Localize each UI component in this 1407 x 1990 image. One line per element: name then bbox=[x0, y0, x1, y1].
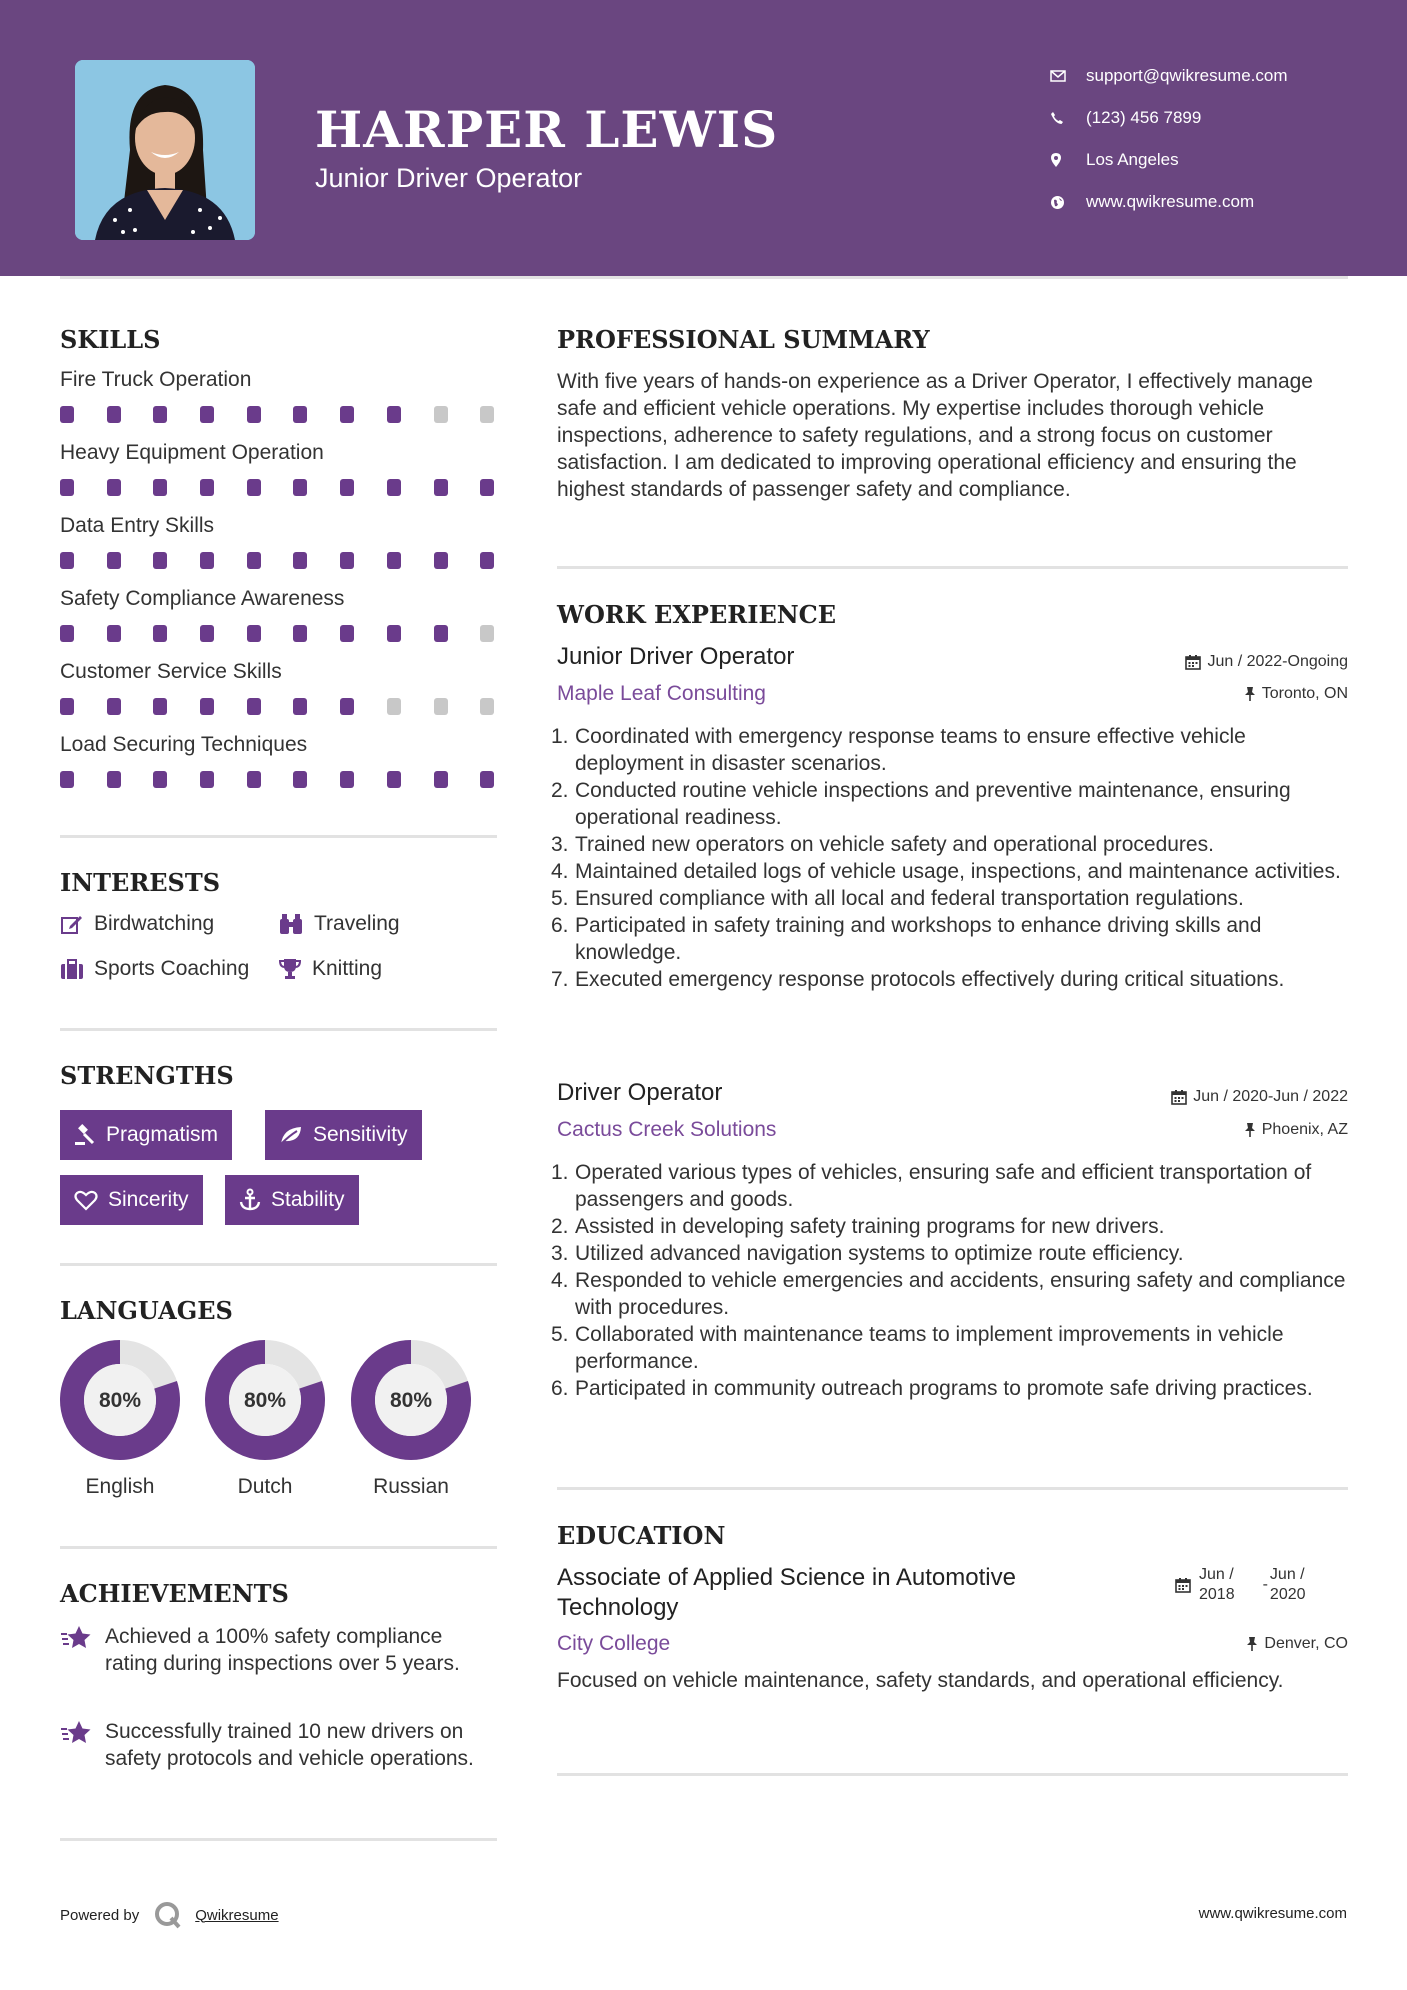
bullet-text: Operated various types of vehicles, ensuring safe and efficient transportation of passengers and goods. bbox=[575, 1161, 1312, 1211]
rating-dot bbox=[434, 406, 448, 423]
language-donut bbox=[351, 1340, 471, 1460]
profile-photo bbox=[75, 60, 255, 240]
bullet-number: 1. bbox=[551, 1161, 569, 1184]
qwikresume-link[interactable]: Qwikresume bbox=[195, 1906, 279, 1924]
job-bullet bbox=[551, 912, 1350, 966]
contact-list bbox=[1050, 55, 1288, 223]
star-icon bbox=[60, 1718, 105, 1772]
education-divider bbox=[557, 1773, 1348, 1776]
rating-dot bbox=[247, 406, 261, 423]
job-bullets bbox=[551, 723, 1350, 993]
rating-dot bbox=[247, 479, 261, 496]
bullet-number: 5. bbox=[551, 887, 569, 910]
calendar-icon bbox=[1185, 654, 1201, 670]
job-bullet bbox=[551, 1213, 1350, 1240]
rating-dot bbox=[60, 625, 74, 642]
company-name: Maple Leaf Consulting bbox=[557, 682, 766, 705]
rating-dot bbox=[153, 771, 167, 788]
heart-icon bbox=[74, 1189, 98, 1211]
contact-location bbox=[1050, 139, 1288, 181]
qwikresume-logo-icon bbox=[153, 1900, 183, 1930]
calendar-icon bbox=[1175, 1565, 1191, 1605]
strength-sensitivity: Sensitivity bbox=[265, 1110, 422, 1160]
envelope-icon bbox=[1050, 70, 1086, 82]
job-dates: Jun / 2022-Ongoing bbox=[1185, 653, 1348, 671]
rating-dot bbox=[340, 479, 354, 496]
bullet-number: 3. bbox=[551, 833, 569, 856]
donut-percent-label: 80% bbox=[243, 1389, 287, 1412]
skill-rating bbox=[60, 552, 527, 569]
pushpin-icon bbox=[1244, 1122, 1256, 1138]
job-bullet bbox=[551, 1321, 1350, 1375]
job-dates: Jun / 2020-Jun / 2022 bbox=[1171, 1088, 1348, 1106]
skill-name: Customer Service Skills bbox=[60, 660, 282, 683]
rating-dot bbox=[200, 771, 214, 788]
achievement-item: Achieved a 100% safety compliance rating during inspections over 5 years. bbox=[60, 1623, 490, 1677]
rating-dot bbox=[387, 479, 401, 496]
rating-dot bbox=[107, 698, 121, 715]
rating-dot bbox=[153, 625, 167, 642]
contact-email[interactable] bbox=[1050, 55, 1288, 97]
bullet-text: Ensured compliance with all local and federal transportation regulations. bbox=[575, 887, 1244, 910]
rating-dot bbox=[387, 698, 401, 715]
job-bullet bbox=[551, 723, 1350, 777]
education-location: Denver, CO bbox=[1246, 1635, 1348, 1653]
interests-divider bbox=[60, 1028, 497, 1031]
donut-percent-label: 80% bbox=[389, 1389, 433, 1412]
rating-dot bbox=[480, 698, 494, 715]
rating-dot bbox=[107, 552, 121, 569]
bullet-text: Responded to vehicle emergencies and accidents, ensuring safety and compliance with procedures. bbox=[575, 1269, 1346, 1319]
rating-dot bbox=[434, 771, 448, 788]
rating-dot bbox=[107, 406, 121, 423]
rating-dot bbox=[200, 625, 214, 642]
company-name: Cactus Creek Solutions bbox=[557, 1118, 777, 1141]
bullet-number: 7. bbox=[551, 968, 569, 991]
rating-dot bbox=[340, 625, 354, 642]
globe-icon bbox=[1050, 195, 1086, 210]
rating-dot bbox=[107, 479, 121, 496]
skill-name: Fire Truck Operation bbox=[60, 368, 252, 391]
strengths-divider bbox=[60, 1263, 497, 1266]
rating-dot bbox=[60, 479, 74, 496]
contact-website-text: www.qwikresume.com bbox=[1086, 192, 1255, 211]
contact-website[interactable] bbox=[1050, 181, 1288, 223]
rating-dot bbox=[247, 771, 261, 788]
bullet-text: Utilized advanced navigation systems to optimize route efficiency. bbox=[575, 1242, 1184, 1265]
phone-icon bbox=[1050, 111, 1086, 125]
rating-dot bbox=[200, 552, 214, 569]
contact-phone-text: (123) 456 7899 bbox=[1086, 108, 1202, 127]
summary-divider bbox=[557, 566, 1348, 569]
language-donut bbox=[60, 1340, 180, 1460]
rating-dot bbox=[434, 625, 448, 642]
bullet-number: 3. bbox=[551, 1242, 569, 1265]
rating-dot bbox=[387, 771, 401, 788]
interest-traveling: Traveling bbox=[278, 912, 400, 936]
bullet-text: Participated in community outreach programs to promote safe driving practices. bbox=[575, 1377, 1313, 1400]
rating-dot bbox=[293, 698, 307, 715]
rating-dot bbox=[200, 479, 214, 496]
rating-dot bbox=[480, 625, 494, 642]
rating-dot bbox=[434, 552, 448, 569]
calendar-icon bbox=[1171, 1089, 1187, 1105]
rating-dot bbox=[340, 406, 354, 423]
bullet-text: Trained new operators on vehicle safety and operational procedures. bbox=[575, 833, 1214, 856]
interest-birdwatching: Birdwatching bbox=[60, 912, 214, 936]
bullet-number: 2. bbox=[551, 1215, 569, 1238]
rating-dot bbox=[60, 771, 74, 788]
anchor-icon bbox=[239, 1188, 261, 1212]
languages-title: LANGUAGES bbox=[60, 1296, 233, 1325]
job-location: Toronto, ON bbox=[1244, 685, 1348, 703]
rating-dot bbox=[480, 479, 494, 496]
rating-dot bbox=[60, 552, 74, 569]
candidate-role: Junior Driver Operator bbox=[315, 163, 583, 193]
bullet-text: Assisted in developing safety training programs for new drivers. bbox=[575, 1215, 1165, 1238]
rating-dot bbox=[200, 698, 214, 715]
rating-dot bbox=[480, 406, 494, 423]
rating-dot bbox=[340, 771, 354, 788]
bullet-text: Collaborated with maintenance teams to implement improvements in vehicle performance. bbox=[575, 1323, 1284, 1373]
rating-dot bbox=[387, 406, 401, 423]
rating-dot bbox=[107, 625, 121, 642]
bullet-number: 4. bbox=[551, 860, 569, 883]
rating-dot bbox=[247, 698, 261, 715]
star-icon bbox=[60, 1623, 105, 1677]
rating-dot bbox=[293, 479, 307, 496]
bullet-number: 4. bbox=[551, 1269, 569, 1292]
footer-website[interactable]: www.qwikresume.com bbox=[1198, 1905, 1347, 1922]
achievements-divider bbox=[60, 1838, 497, 1841]
job-bullet bbox=[551, 858, 1350, 885]
interest-sports-coaching: Sports Coaching bbox=[60, 957, 249, 981]
bullet-number: 5. bbox=[551, 1323, 569, 1346]
rating-dot bbox=[293, 771, 307, 788]
rating-dot bbox=[387, 625, 401, 642]
footer-powered-by: Powered by Qwikresume bbox=[60, 1900, 279, 1930]
leaf-icon bbox=[279, 1124, 303, 1146]
job-title: Junior Driver Operator bbox=[557, 643, 795, 670]
rating-dot bbox=[60, 406, 74, 423]
donut-percent-label: 80% bbox=[98, 1389, 142, 1412]
bullet-number: 6. bbox=[551, 914, 569, 937]
job-bullet bbox=[551, 831, 1350, 858]
skill-name: Data Entry Skills bbox=[60, 514, 215, 537]
education-text: Focused on vehicle maintenance, safety standards, and operational efficiency. bbox=[557, 1669, 1284, 1692]
rating-dot bbox=[340, 552, 354, 569]
briefcase-icon bbox=[60, 958, 84, 980]
rating-dot bbox=[434, 479, 448, 496]
bullet-text: Conducted routine vehicle inspections and preventive maintenance, ensuring operational readiness. bbox=[575, 779, 1291, 829]
skill-name: Load Securing Techniques bbox=[60, 733, 308, 756]
pushpin-icon bbox=[1246, 1636, 1258, 1652]
bullet-text: Participated in safety training and workshops to enhance driving skills and knowledge. bbox=[575, 914, 1262, 964]
edit-icon bbox=[60, 913, 84, 935]
degree-title: Associate of Applied Science in Automotive Technology bbox=[557, 1564, 1016, 1621]
job-bullet bbox=[551, 885, 1350, 912]
bullet-number: 2. bbox=[551, 779, 569, 802]
rating-dot bbox=[340, 698, 354, 715]
pushpin-icon bbox=[1244, 686, 1256, 702]
school-name: City College bbox=[557, 1632, 671, 1655]
education-title: EDUCATION bbox=[557, 1521, 726, 1550]
job-bullet bbox=[551, 1159, 1350, 1213]
trophy-icon bbox=[278, 958, 302, 980]
rating-dot bbox=[153, 698, 167, 715]
rating-dot bbox=[60, 698, 74, 715]
skill-rating bbox=[60, 406, 527, 423]
skill-rating bbox=[60, 479, 527, 496]
education-dates: Jun / 2018 - Jun / 2020 bbox=[1175, 1565, 1306, 1605]
bullet-text: Coordinated with emergency response teams to ensure effective vehicle deployment in disaster scenarios. bbox=[575, 725, 1246, 775]
rating-dot bbox=[293, 625, 307, 642]
skill-rating bbox=[60, 771, 527, 788]
map-pin-icon bbox=[1050, 152, 1086, 168]
achievements-title: ACHIEVEMENTS bbox=[60, 1579, 289, 1608]
contact-location-text: Los Angeles bbox=[1086, 150, 1179, 169]
rating-dot bbox=[293, 552, 307, 569]
strength-pragmatism: Pragmatism bbox=[60, 1110, 232, 1160]
job-location: Phoenix, AZ bbox=[1244, 1121, 1348, 1139]
language-name: Russian bbox=[373, 1475, 449, 1498]
bullet-number: 1. bbox=[551, 725, 569, 748]
skill-name: Safety Compliance Awareness bbox=[60, 587, 345, 610]
skills-divider bbox=[60, 835, 497, 838]
header-divider bbox=[60, 276, 1348, 279]
interest-knitting: Knitting bbox=[278, 957, 382, 981]
candidate-name: HARPER LEWIS bbox=[315, 100, 779, 159]
rating-dot bbox=[387, 552, 401, 569]
rating-dot bbox=[293, 406, 307, 423]
gavel-icon bbox=[74, 1124, 96, 1146]
bullet-text: Executed emergency response protocols effectively during critical situations. bbox=[575, 968, 1285, 991]
rating-dot bbox=[247, 625, 261, 642]
bullet-number: 6. bbox=[551, 1377, 569, 1400]
job-bullet bbox=[551, 966, 1350, 993]
contact-phone[interactable] bbox=[1050, 97, 1288, 139]
strength-stability: Stability bbox=[225, 1175, 359, 1225]
binoculars-icon bbox=[278, 913, 304, 935]
summary-text: With five years of hands-on experience as a Driver Operator, I effectively manage safe and efficient vehicle operations. My expertise includes thorough vehicle inspections, adherence to safety regulations, and a strong focus on customer satisfaction. I am dedicated to improving operational efficiency and ensuring the highest standards of passenger safety and compliance. bbox=[557, 370, 1313, 501]
skill-name: Heavy Equipment Operation bbox=[60, 441, 324, 464]
rating-dot bbox=[247, 552, 261, 569]
experience-title: WORK EXPERIENCE bbox=[557, 600, 837, 629]
job-bullet bbox=[551, 1267, 1350, 1321]
bullet-text: Maintained detailed logs of vehicle usage, inspections, and maintenance activities. bbox=[575, 860, 1341, 883]
languages-divider bbox=[60, 1546, 497, 1549]
rating-dot bbox=[153, 552, 167, 569]
rating-dot bbox=[153, 406, 167, 423]
rating-dot bbox=[107, 771, 121, 788]
strength-sincerity: Sincerity bbox=[60, 1175, 203, 1225]
rating-dot bbox=[153, 479, 167, 496]
skill-rating bbox=[60, 698, 527, 715]
contact-email-text: support@qwikresume.com bbox=[1086, 66, 1288, 85]
skill-rating bbox=[60, 625, 527, 642]
skills-title: SKILLS bbox=[60, 325, 161, 354]
language-donut bbox=[205, 1340, 325, 1460]
language-name: Dutch bbox=[237, 1475, 293, 1498]
experience-divider bbox=[557, 1487, 1348, 1490]
language-name: English bbox=[85, 1475, 155, 1498]
job-bullets bbox=[551, 1159, 1350, 1402]
rating-dot bbox=[200, 406, 214, 423]
job-bullet bbox=[551, 1240, 1350, 1267]
rating-dot bbox=[480, 552, 494, 569]
interests-title: INTERESTS bbox=[60, 868, 221, 897]
rating-dot bbox=[434, 698, 448, 715]
summary-title: PROFESSIONAL SUMMARY bbox=[557, 325, 930, 354]
resume-header bbox=[0, 0, 1407, 276]
rating-dot bbox=[480, 771, 494, 788]
strengths-title: STRENGTHS bbox=[60, 1061, 234, 1090]
job-bullet bbox=[551, 1375, 1350, 1402]
job-title: Driver Operator bbox=[557, 1079, 723, 1106]
achievement-item: Successfully trained 10 new drivers on safety protocols and vehicle operations. bbox=[60, 1718, 490, 1772]
job-bullet bbox=[551, 777, 1350, 831]
